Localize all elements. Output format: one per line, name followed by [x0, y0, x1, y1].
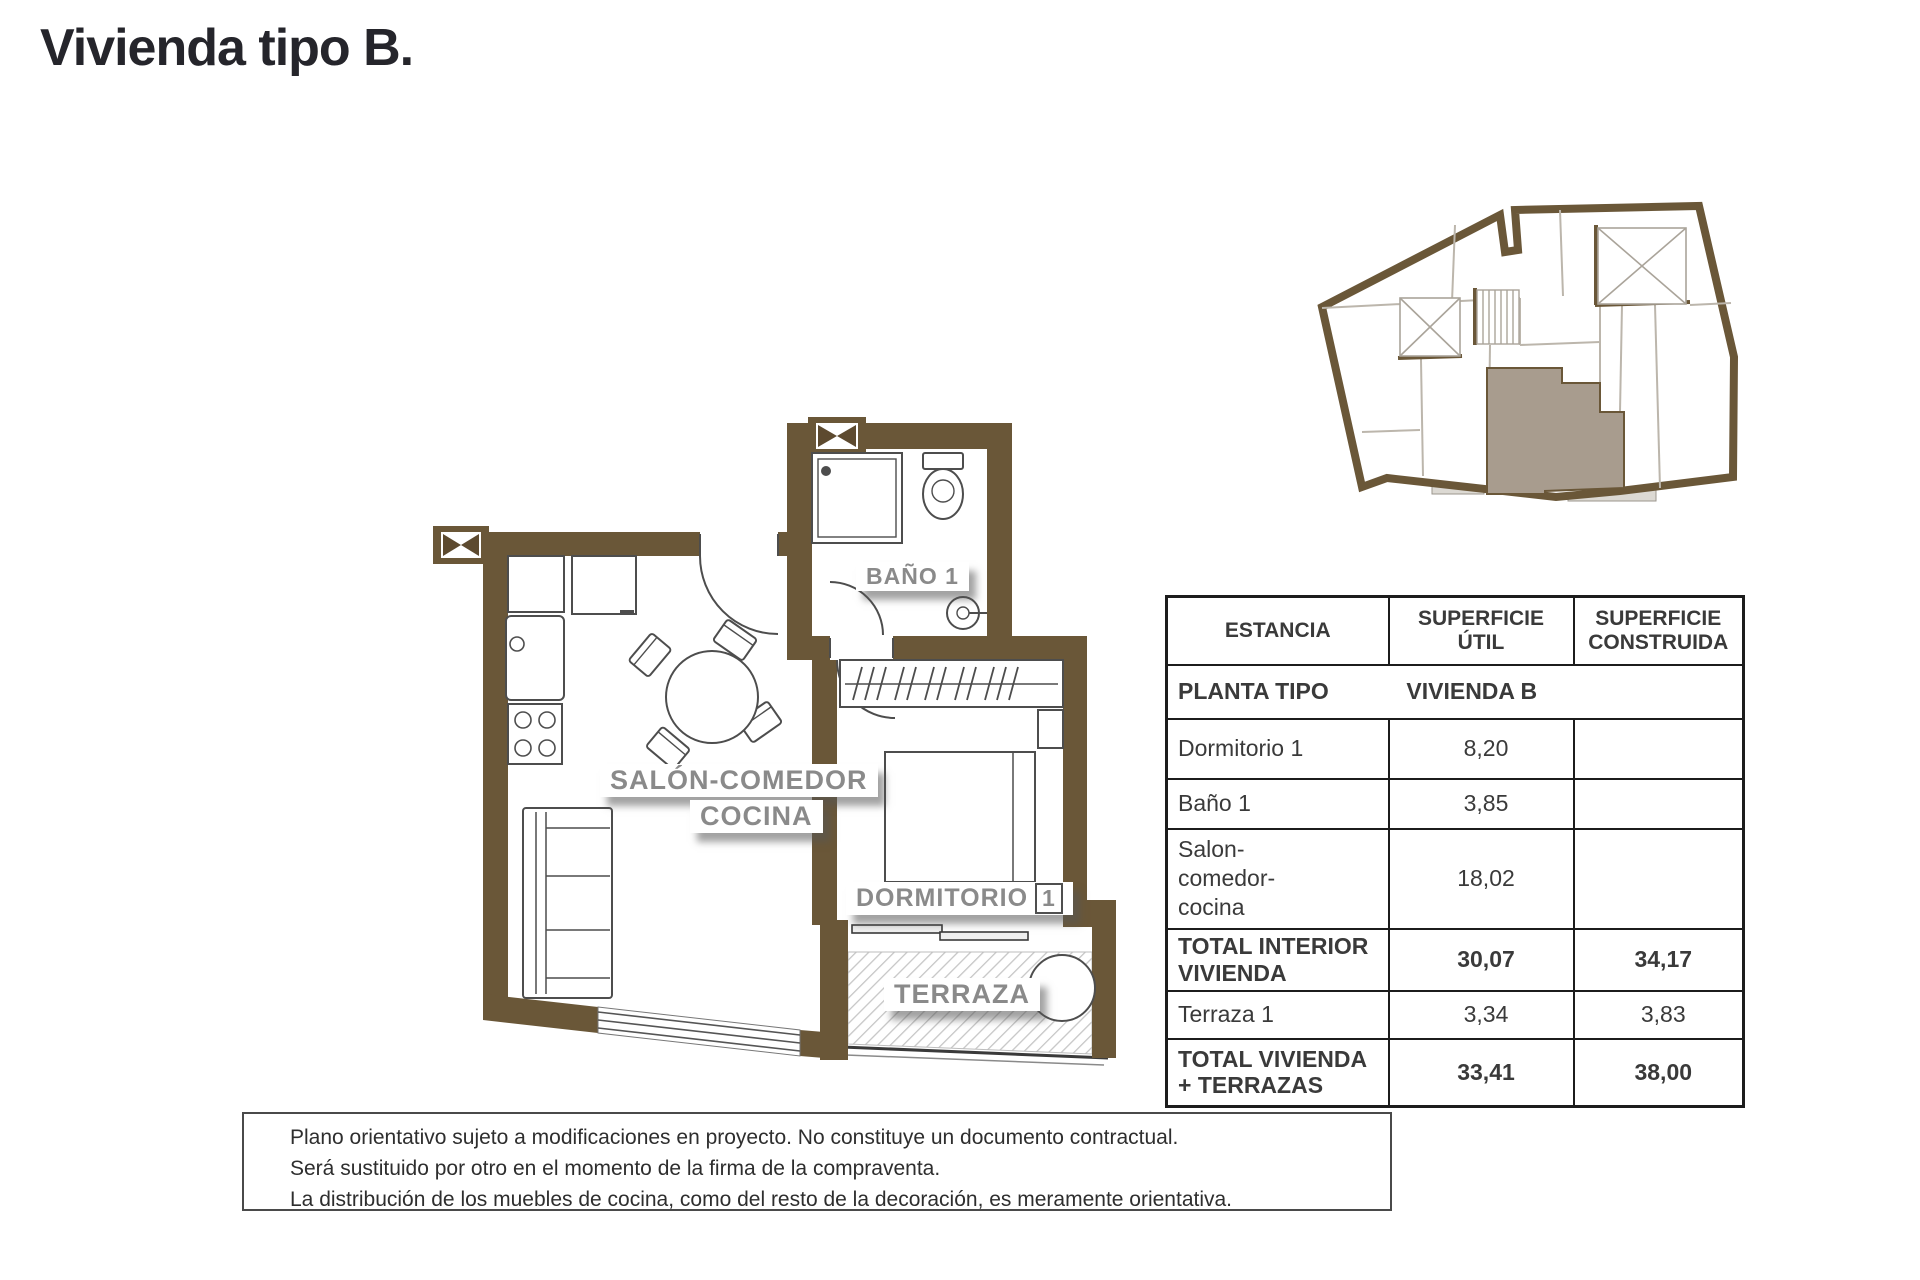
table-row: [1167, 829, 1744, 929]
row-util: 3,34: [1389, 991, 1574, 1039]
disclaimer-line: La distribución de los muebles de cocina, como del resto de la decoración, es meramente orientativa.: [290, 1188, 1233, 1211]
room-label-cocina: COCINA: [690, 800, 823, 833]
row-util: 30,07: [1389, 929, 1574, 991]
table-row: [1167, 779, 1744, 829]
bed: [885, 710, 1063, 882]
surface-area-table: [1165, 595, 1745, 1108]
col-header-estancia: ESTANCIA: [1167, 597, 1389, 665]
row-construida: [1574, 779, 1744, 829]
dining-set: [628, 619, 782, 770]
row-name: Baño 1: [1167, 779, 1389, 829]
building-key-plan: [1312, 163, 1748, 513]
terrace-sliding-door: [852, 925, 1028, 940]
disclaimer-line: Plano orientativo sujeto a modificaciones en proyecto. No constituye un documento contractual.: [290, 1126, 1179, 1149]
kitchen-units: [506, 556, 636, 764]
row-name: TOTAL INTERIOR VIVIENDA: [1178, 933, 1369, 986]
row-util: 33,41: [1389, 1039, 1574, 1107]
table-row-total-interior: [1167, 929, 1744, 991]
room-label-terraza: TERRAZA: [884, 978, 1040, 1011]
table-subheader-row: [1167, 665, 1744, 719]
living-sliding-window: [598, 1007, 800, 1056]
room-number-box: 1: [1035, 883, 1063, 914]
page-title: Vivienda tipo B.: [40, 19, 414, 77]
row-construida: [1574, 829, 1744, 929]
row-name: Terraza 1: [1167, 991, 1389, 1039]
table-row: [1167, 719, 1744, 779]
row-name: TOTAL VIVIENDA + TERRAZAS: [1178, 1045, 1367, 1099]
col-header-superficie-util: SUPERFICIE ÚTIL: [1389, 597, 1574, 665]
bathroom-fixtures: [812, 453, 987, 629]
col-header-superficie-construida: SUPERFICIE CONSTRUIDA: [1574, 597, 1744, 665]
table-header-row: [1167, 597, 1744, 665]
vivienda-b-label: VIVIENDA B: [1406, 678, 1538, 704]
room-label-dormitorio-text: DORMITORIO: [856, 884, 1029, 912]
row-util: 3,85: [1389, 779, 1574, 829]
disclaimer-box: [242, 1112, 1392, 1211]
room-label-salon-comedor: SALÓN-COMEDOR: [600, 764, 878, 797]
row-construida: [1574, 719, 1744, 779]
row-name: Salon-comedor-cocina: [1178, 836, 1276, 920]
row-util: 18,02: [1389, 829, 1574, 929]
room-label-bano: BAÑO 1: [856, 562, 969, 591]
keyplan-stairs: [1477, 290, 1519, 344]
table-row-total-vivienda: [1167, 1039, 1744, 1107]
window-symbol-living: [441, 532, 481, 558]
row-construida: 34,17: [1574, 929, 1744, 991]
sofa: [523, 808, 612, 998]
window-symbol-bath: [816, 423, 858, 449]
wardrobe: [840, 660, 1063, 707]
row-util: 8,20: [1389, 719, 1574, 779]
floor-plan-drawing: [425, 405, 1130, 1075]
table-row: [1167, 991, 1744, 1039]
room-label-dormitorio: [846, 882, 1073, 915]
row-construida: 38,00: [1574, 1039, 1744, 1107]
planta-tipo-label: PLANTA TIPO: [1178, 678, 1329, 704]
row-construida: 3,83: [1574, 991, 1744, 1039]
row-name: Dormitorio 1: [1167, 719, 1389, 779]
disclaimer-line: Será sustituido por otro en el momento de la firma de la compraventa.: [290, 1157, 941, 1180]
